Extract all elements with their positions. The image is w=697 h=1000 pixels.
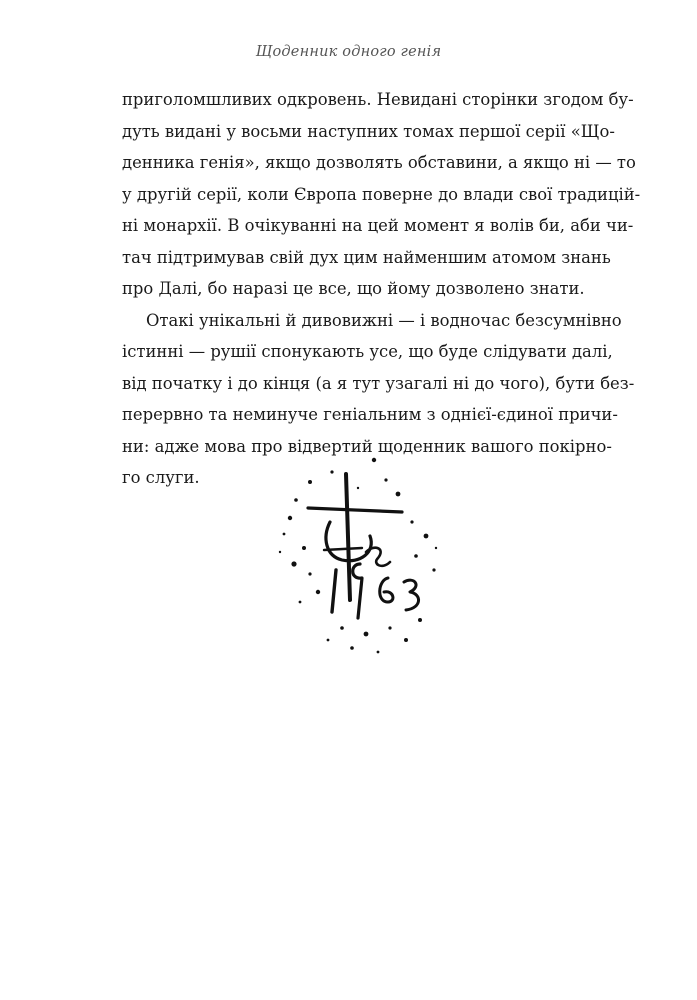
running-header: Щоденник одного генія: [255, 44, 442, 60]
main-text: [122, 84, 641, 494]
text-line: ни: адже мова про відвертий щоденник вашого покірно-: [122, 436, 612, 456]
text-line: тач підтримував свій дух цим найменшим атомом знань: [122, 247, 611, 267]
text-line: Отакі унікальні й дивовижні — і водночас безсумнівно: [146, 310, 622, 330]
text-line: про Далі, бо наразі це все, що йому дозволено знати.: [122, 279, 585, 298]
text-line: у другій серії, коли Європа поверне до влади свої традицій-: [122, 184, 641, 204]
text-line: перервно та неминуче геніальним з однієї-єдиної причи-: [122, 405, 618, 424]
text-line: приголомшливих одкровень. Невидані сторінки згодом бу-: [122, 90, 634, 109]
text-line: дуть видані у восьми наступних томах першої серії «Що-: [122, 121, 615, 141]
text-line: го слуги.: [122, 468, 200, 487]
paragraph-1: [122, 84, 641, 305]
text-line: від початку і до кінця (а я тут узагалі ні до чого), бути без-: [122, 373, 635, 393]
text-line: істинні — рушії спонукають усе, що буде слідувати далі,: [122, 342, 613, 361]
text-line: денника генія», якщо дозволять обставини, а якщо ні — то: [122, 153, 636, 172]
text-line: ні монархії. В очікуванні на цей момент я волів би, аби чи-: [122, 216, 634, 235]
handwritten-signature-icon: [270, 452, 450, 662]
